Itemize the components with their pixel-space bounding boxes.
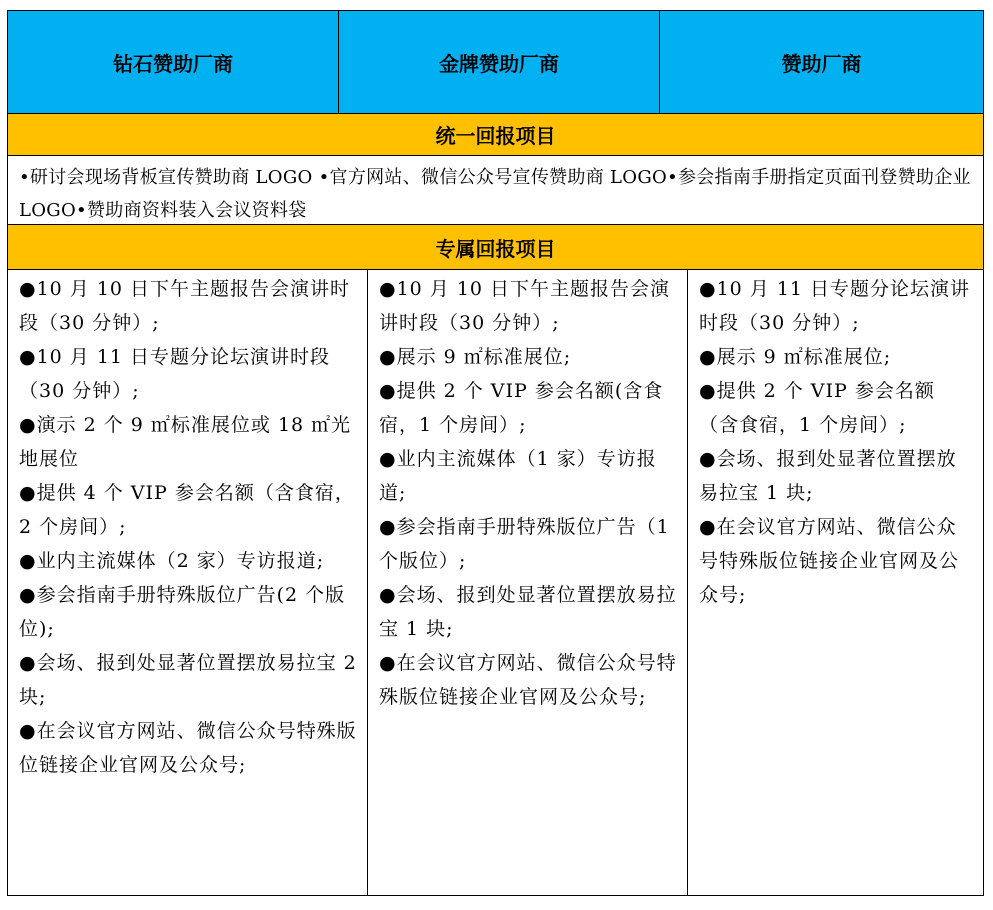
list-item: ●会场、报到处显著位置摆放易拉宝 1 块; (379, 584, 677, 640)
list-item: ●在会议官方网站、微信公众号特殊版位链接企业官网及公众号; (699, 516, 960, 606)
list-item: ●在会议官方网站、微信公众号特殊版位链接企业官网及公众号; (379, 652, 677, 708)
header-sponsor: 赞助厂商 (781, 51, 862, 76)
exclusive-returns-columns (8, 270, 983, 895)
list-item: ●展示 9 ㎡标准展位; (699, 346, 892, 368)
gold-exclusive-list (368, 270, 688, 895)
list-item: ●提供 2 个 VIP 参会名额（含食宿，1 个房间）; (699, 380, 935, 436)
unified-returns-text: •研讨会现场背板宣传赞助商 LOGO •官方网站、微信公众号宣传赞助商 LOGO•参会指南手册指定页面刊登赞助企业 LOGO•赞助商资料装入会议资料袋 (8, 156, 983, 225)
header-gold-sponsor: 金牌赞助厂商 (339, 11, 660, 113)
list-item: ●10 月 11 日专题分论坛演讲时段（30 分钟）; (19, 346, 331, 402)
list-item: ●业内主流媒体（2 家）专访报道; (19, 550, 325, 572)
list-item: ●参会指南手册特殊版位广告（1 个版位）; (379, 516, 670, 572)
diamond-exclusive-list (8, 270, 368, 895)
list-item: ●展示 9 ㎡标准展位; (379, 346, 572, 368)
list-item: ●10 月 10 日下午主题报告会演讲时段（30 分钟）; (379, 278, 671, 334)
list-item: ●参会指南手册特殊版位广告(2 个版位); (19, 584, 346, 640)
list-item: ●提供 2 个 VIP 参会名额(含食宿，1 个房间）; (379, 380, 664, 436)
sponsor-exclusive-list (688, 270, 983, 895)
list-item: ●会场、报到处显著位置摆放易拉宝 1 块; (699, 448, 957, 504)
header-row (8, 11, 983, 114)
header-diamond-sponsor: 钻石赞助厂商 (8, 11, 339, 113)
list-item: ●在会议官方网站、微信公众号特殊版位链接企业官网及公众号; (19, 720, 357, 776)
list-item: ●10 月 11 日专题分论坛演讲时段（30 分钟）; (699, 278, 971, 334)
list-item: ●提供 4 个 VIP 参会名额（含食宿，2 个房间）; (19, 482, 355, 538)
sponsorship-table (7, 10, 984, 896)
list-item: ●演示 2 个 9 ㎡标准展位或 18 ㎡光地展位 (19, 414, 352, 470)
list-item: ●会场、报到处显著位置摆放易拉宝 2 块; (19, 652, 357, 708)
exclusive-returns-title: 专属回报项目 (8, 225, 983, 270)
list-item: ●业内主流媒体（1 家）专访报道; (379, 448, 657, 504)
list-item: ●10 月 10 日下午主题报告会演讲时段（30 分钟）; (19, 278, 351, 334)
unified-returns-title: 统一回报项目 (8, 114, 983, 156)
